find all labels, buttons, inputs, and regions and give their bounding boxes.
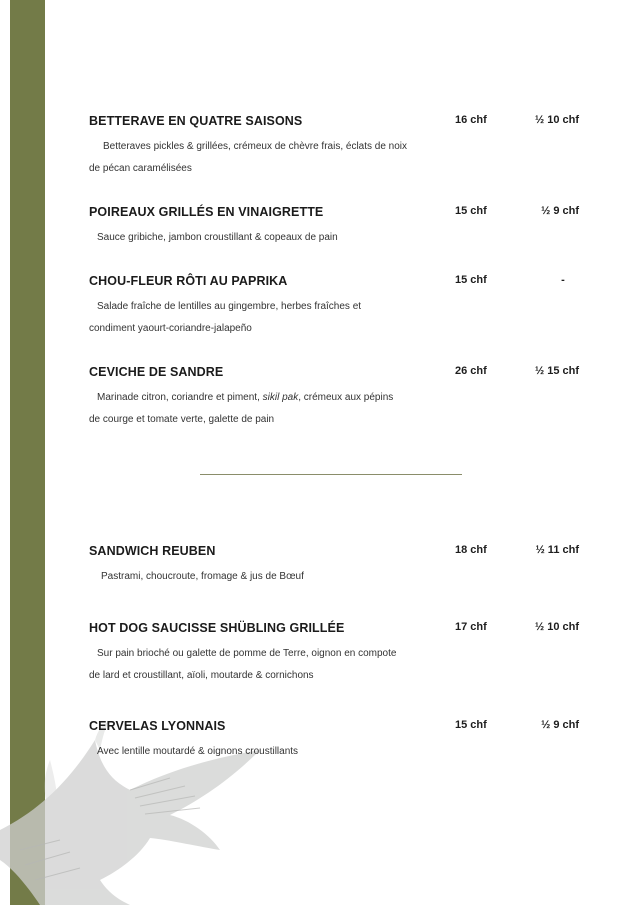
dish-description-line: Avec lentille moutardé & oignons croustillants <box>97 746 299 757</box>
dish-half-price: ½ 11 chf <box>535 544 579 556</box>
dish-description-line: Pastrami, choucroute, fromage & jus de Bœuf <box>101 571 304 582</box>
dish-description-line: condiment yaourt-coriandre-jalapeño <box>89 323 252 334</box>
dish-title: CERVELAS LYONNAIS <box>89 719 226 733</box>
dish-half-price: ½ 9 chf <box>541 205 579 217</box>
dish-price: 15 chf <box>455 205 487 217</box>
dish-price: 15 chf <box>455 274 487 286</box>
dish-title: CEVICHE DE SANDRE <box>89 365 224 379</box>
dish-description <box>89 566 434 588</box>
dish-description-line: Salade fraîche de lentilles au gingembre, herbes fraîches et <box>97 301 362 312</box>
dish-description <box>89 741 434 763</box>
dish-description <box>89 387 434 431</box>
dish-title: HOT DOG SAUCISSE SHÜBLING GRILLÉE <box>89 621 345 635</box>
dish-description-line <box>89 387 434 409</box>
dish-price: 17 chf <box>455 621 487 633</box>
dish-price: 26 chf <box>455 365 487 377</box>
dish-half-price: ½ 10 chf <box>534 114 579 126</box>
dish-description-line: Sur pain brioché ou galette de pomme de Terre, oignon en compote <box>97 648 397 659</box>
desc-text: Marinade citron, coriandre et piment, <box>97 392 263 403</box>
dish-half-price: ½ 10 chf <box>534 621 579 633</box>
section-divider <box>200 474 462 475</box>
dish-description <box>89 136 434 180</box>
dish-description <box>89 643 434 687</box>
dish-half-price: ½ 9 chf <box>541 719 579 731</box>
dish-price: 18 chf <box>455 544 487 556</box>
dish-price: 16 chf <box>455 114 487 126</box>
desc-italic-text: sikil pak <box>262 392 299 403</box>
dish-description-line: de pécan caramélisées <box>89 163 192 174</box>
dish-title: POIREAUX GRILLÉS EN VINAIGRETTE <box>89 205 324 219</box>
desc-text: , crémeux aux pépins <box>298 392 394 403</box>
dish-description-line: Sauce gribiche, jambon croustillant & copeaux de pain <box>97 232 338 243</box>
dish-title: BETTERAVE EN QUATRE SAISONS <box>89 114 303 128</box>
dish-price: 15 chf <box>455 719 487 731</box>
dish-half-price: - <box>561 274 565 286</box>
dish-description-line: de lard et croustillant, aïoli, moutarde & cornichons <box>89 670 314 681</box>
dish-description-line: de courge et tomate verte, galette de pain <box>89 414 275 425</box>
dish-half-price: ½ 15 chf <box>534 365 579 377</box>
dish-description-line: Betteraves pickles & grillées, crémeux de chèvre frais, éclats de noix <box>103 141 408 152</box>
dish-description <box>89 227 434 249</box>
dish-description <box>89 296 434 340</box>
dish-title: SANDWICH REUBEN <box>89 544 216 558</box>
dish-title: CHOU-FLEUR RÔTI AU PAPRIKA <box>89 274 288 288</box>
